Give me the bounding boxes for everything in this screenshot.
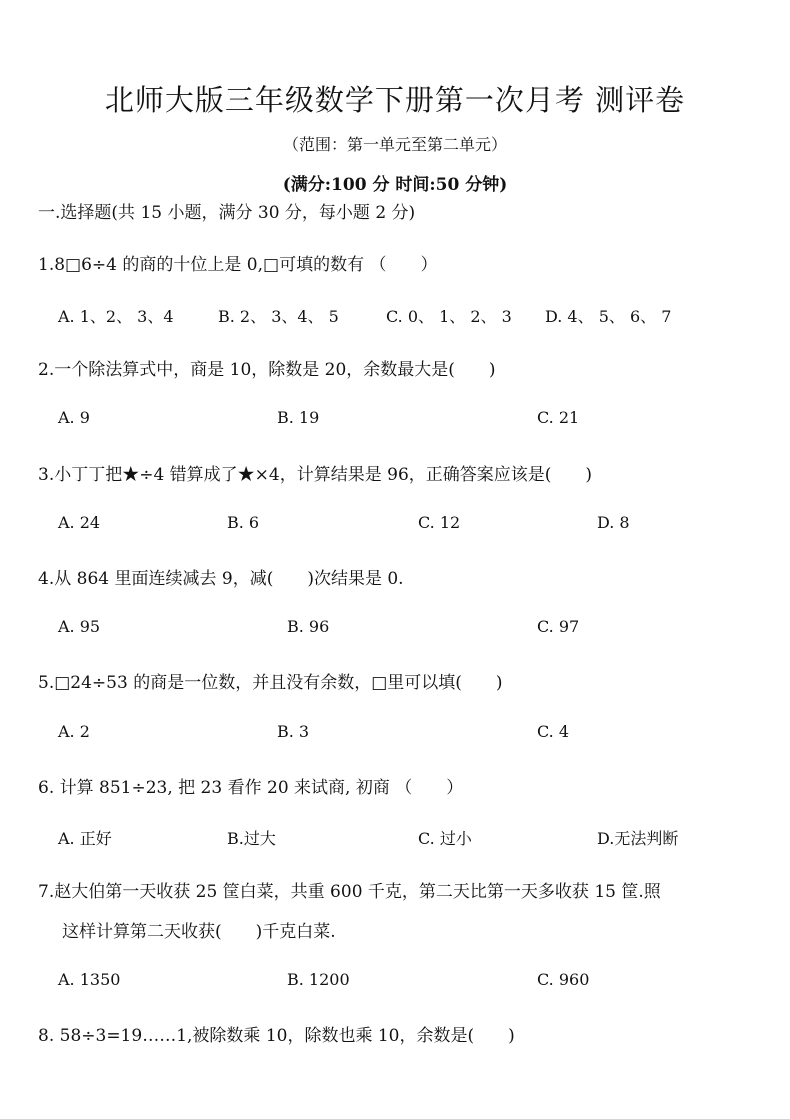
question-5-stem: 5.□24÷53 的商是一位数，并且没有余数，□里可以填( )	[38, 673, 503, 693]
question-6-stem: 6. 计算 851÷23, 把 23 看作 20 来试商, 初商 （ ）	[38, 778, 464, 798]
question-3-option-d[interactable]: D. 8	[597, 513, 630, 532]
question-3-option-a[interactable]: A. 24	[58, 513, 101, 532]
question-6-option-c[interactable]: C. 过小	[418, 829, 472, 848]
question-1-stem: 1.8□6÷4 的商的十位上是 0,□可填的数有 （ ）	[38, 255, 438, 275]
question-2-stem: 2.一个除法算式中，商是 10，除数是 20，余数最大是( )	[38, 360, 496, 380]
page-title: 北师大版三年级数学下册第一次月考 测评卷	[104, 83, 686, 117]
question-1-option-c[interactable]: C. 0、 1、 2、 3	[386, 307, 512, 326]
question-7-option-b[interactable]: B. 1200	[287, 970, 350, 989]
section-heading: 一.选择题(共 15 小题，满分 30 分，每小题 2 分)	[38, 203, 416, 223]
question-6-option-d[interactable]: D.无法判断	[597, 829, 679, 848]
question-2-option-b[interactable]: B. 19	[277, 408, 320, 427]
question-1-option-d[interactable]: D. 4、 5、 6、 7	[545, 307, 672, 326]
question-6-option-b[interactable]: B.过大	[227, 829, 276, 848]
question-1-option-b[interactable]: B. 2、 3、4、 5	[218, 307, 339, 326]
question-5-option-b[interactable]: B. 3	[277, 722, 310, 741]
question-3-option-c[interactable]: C. 12	[418, 513, 461, 532]
question-4-option-a[interactable]: A. 95	[58, 617, 101, 636]
question-2-option-c[interactable]: C. 21	[537, 408, 580, 427]
question-3-stem: 3.小丁丁把★÷4 错算成了★×4，计算结果是 96，正确答案应该是( )	[38, 465, 593, 485]
question-1-option-a[interactable]: A. 1、2、 3、4	[58, 307, 174, 326]
question-5-option-c[interactable]: C. 4	[537, 722, 570, 741]
question-8-stem: 8. 58÷3=19……1,被除数乘 10，除数也乘 10，余数是( )	[38, 1026, 515, 1046]
question-2-option-a[interactable]: A. 9	[58, 408, 90, 427]
question-7-stem-line2: 这样计算第二天收获( )千克白菜.	[62, 922, 336, 942]
question-4-stem: 4.从 864 里面连续减去 9，减( )次结果是 0.	[38, 569, 404, 589]
question-7-option-c[interactable]: C. 960	[537, 970, 590, 989]
question-5-option-a[interactable]: A. 2	[58, 722, 90, 741]
question-6-option-a[interactable]: A. 正好	[58, 829, 112, 848]
question-4-option-c[interactable]: C. 97	[537, 617, 580, 636]
score-and-time: (满分:100 分 时间:50 分钟)	[282, 175, 508, 195]
question-7-stem: 7.赵大伯第一天收获 25 筐白菜，共重 600 千克，第二天比第一天多收获 15 筐.照	[38, 882, 661, 902]
question-7-option-a[interactable]: A. 1350	[58, 970, 121, 989]
exam-scope: （范围：第一单元至第二单元）	[282, 135, 507, 154]
question-3-option-b[interactable]: B. 6	[227, 513, 260, 532]
question-4-option-b[interactable]: B. 96	[287, 617, 330, 636]
